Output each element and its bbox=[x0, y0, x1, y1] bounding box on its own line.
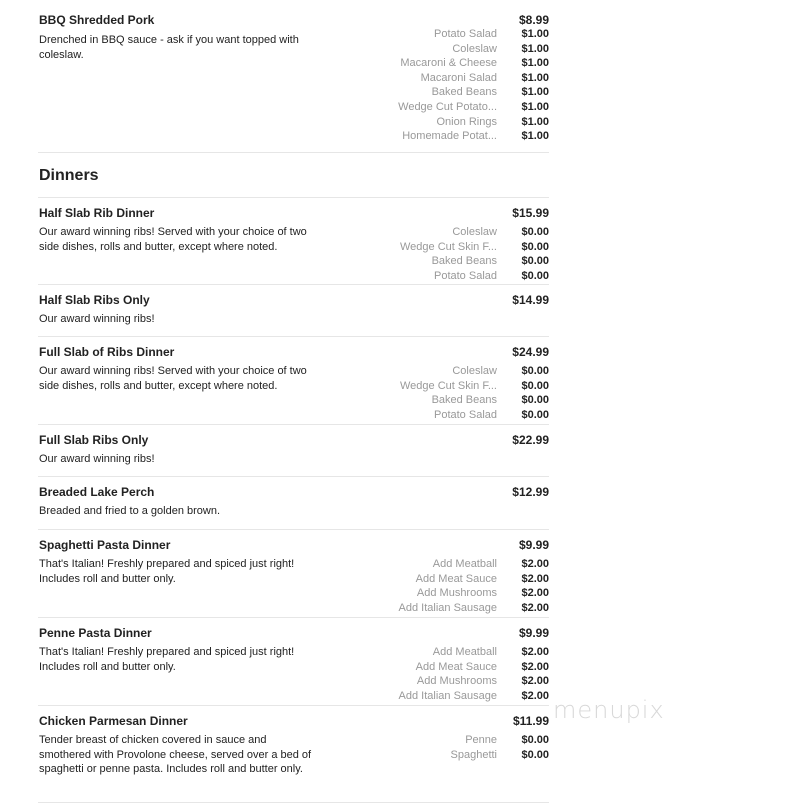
option-price: $0.00 bbox=[521, 394, 549, 407]
item-options bbox=[374, 645, 549, 703]
option-name: Coleslaw bbox=[452, 42, 497, 55]
option-name: Add Mushrooms bbox=[416, 587, 497, 600]
option-row bbox=[374, 601, 549, 616]
menu-item bbox=[38, 530, 549, 618]
option-row bbox=[374, 733, 549, 748]
item-price: $9.99 bbox=[518, 626, 549, 640]
menu-item bbox=[38, 285, 549, 337]
item-description: Drenched in BBQ sauce - ask if you want topped with coleslaw. bbox=[39, 34, 299, 61]
item-name: Penne Pasta Dinner bbox=[39, 626, 152, 640]
option-name: Add Mushrooms bbox=[416, 675, 497, 688]
option-price: $1.00 bbox=[521, 130, 549, 143]
option-row bbox=[374, 379, 549, 394]
item-options bbox=[374, 27, 549, 144]
option-row bbox=[374, 240, 549, 255]
item-description: Our award winning ribs! Served with your choice of two side dishes, rolls and butter, except where noted. bbox=[39, 226, 307, 253]
option-name: Macaroni Salad bbox=[420, 71, 497, 84]
menu-item bbox=[38, 477, 549, 530]
option-row bbox=[374, 557, 549, 572]
option-price: $0.00 bbox=[521, 748, 549, 761]
option-price: $1.00 bbox=[521, 100, 549, 113]
option-price: $1.00 bbox=[521, 115, 549, 128]
menu-item bbox=[38, 425, 549, 477]
option-row bbox=[374, 100, 549, 115]
item-price: $22.99 bbox=[512, 433, 549, 447]
menu-item bbox=[38, 706, 549, 803]
option-name: Coleslaw bbox=[452, 226, 497, 238]
option-name: Potato Salad bbox=[434, 28, 497, 40]
option-price: $0.00 bbox=[521, 408, 549, 421]
option-row bbox=[374, 42, 549, 57]
item-description: Our award winning ribs! bbox=[39, 453, 155, 465]
option-price: $0.00 bbox=[521, 226, 549, 238]
option-name: Wedge Cut Potato... bbox=[398, 100, 497, 113]
option-name: Homemade Potat... bbox=[402, 130, 497, 143]
item-description: Tender breast of chicken covered in sauce and smothered with Provolone cheese, served over a bed of spaghetti or penne pasta. Includes roll and butter only. bbox=[39, 734, 312, 776]
item-description: Breaded and fried to a golden brown. bbox=[39, 505, 221, 517]
item-price: $14.99 bbox=[512, 293, 549, 307]
menu-item bbox=[38, 198, 549, 285]
option-name: Add Meat Sauce bbox=[415, 572, 497, 585]
item-name: Chicken Parmesan Dinner bbox=[39, 714, 188, 728]
option-row bbox=[374, 56, 549, 71]
option-row bbox=[374, 269, 549, 284]
item-options bbox=[374, 225, 549, 283]
option-name: Penne bbox=[465, 734, 497, 746]
option-row bbox=[374, 254, 549, 269]
option-price: $1.00 bbox=[521, 57, 549, 70]
option-name: Wedge Cut Skin F... bbox=[399, 240, 497, 253]
option-price: $0.00 bbox=[521, 734, 549, 746]
option-price: $0.00 bbox=[521, 379, 549, 392]
option-price: $2.00 bbox=[521, 646, 549, 658]
item-name: Spaghetti Pasta Dinner bbox=[39, 538, 171, 552]
item-name: Half Slab Ribs Only bbox=[39, 293, 150, 307]
option-name: Potato Salad bbox=[434, 269, 497, 282]
menu-item bbox=[38, 337, 549, 425]
option-name: Add Meatball bbox=[432, 646, 497, 658]
option-name: Coleslaw bbox=[452, 365, 497, 377]
option-name: Macaroni & Cheese bbox=[400, 57, 497, 70]
item-price: $24.99 bbox=[512, 345, 549, 359]
option-row bbox=[374, 674, 549, 689]
option-name: Baked Beans bbox=[431, 86, 497, 99]
option-name: Wedge Cut Skin F... bbox=[399, 379, 497, 392]
item-name: Breaded Lake Perch bbox=[39, 485, 155, 499]
option-price: $0.00 bbox=[521, 269, 549, 282]
menu-item-bbq-shredded-pork bbox=[38, 0, 549, 153]
option-name: Onion Rings bbox=[436, 115, 497, 128]
option-price: $2.00 bbox=[521, 572, 549, 585]
option-name: Add Meat Sauce bbox=[415, 660, 497, 673]
option-row bbox=[374, 71, 549, 86]
item-price: $11.99 bbox=[512, 714, 549, 728]
watermark-logo: menupix bbox=[553, 696, 665, 724]
option-row bbox=[374, 225, 549, 240]
section-header-dinners bbox=[38, 167, 549, 198]
option-name: Add Italian Sausage bbox=[398, 601, 497, 614]
option-price: $2.00 bbox=[521, 675, 549, 688]
option-name: Add Meatball bbox=[432, 558, 497, 570]
option-price: $2.00 bbox=[521, 689, 549, 702]
option-row bbox=[374, 393, 549, 408]
option-row bbox=[374, 115, 549, 130]
item-name: Half Slab Rib Dinner bbox=[39, 206, 155, 220]
option-name: Baked Beans bbox=[431, 255, 497, 268]
section-title: Dinners bbox=[39, 167, 99, 184]
option-row bbox=[374, 748, 549, 763]
option-price: $2.00 bbox=[521, 587, 549, 600]
option-price: $0.00 bbox=[521, 240, 549, 253]
item-description: That's Italian! Freshly prepared and spiced just right! Includes roll and butter only. bbox=[39, 646, 295, 673]
item-options bbox=[374, 364, 549, 422]
menu-item bbox=[38, 618, 549, 706]
option-price: $2.00 bbox=[521, 601, 549, 614]
option-name: Potato Salad bbox=[434, 408, 497, 421]
option-price: $1.00 bbox=[521, 28, 549, 40]
item-price: $15.99 bbox=[512, 206, 549, 220]
option-price: $2.00 bbox=[521, 558, 549, 570]
option-name: Add Italian Sausage bbox=[398, 689, 497, 702]
option-name: Baked Beans bbox=[431, 394, 497, 407]
option-row bbox=[374, 645, 549, 660]
option-price: $1.00 bbox=[521, 71, 549, 84]
option-row bbox=[374, 586, 549, 601]
item-description: That's Italian! Freshly prepared and spiced just right! Includes roll and butter only. bbox=[39, 558, 295, 585]
option-row bbox=[374, 129, 549, 144]
option-row bbox=[374, 364, 549, 379]
item-description: Our award winning ribs! Served with your choice of two side dishes, rolls and butter, except where noted. bbox=[39, 365, 307, 392]
option-row bbox=[374, 85, 549, 100]
option-row bbox=[374, 689, 549, 704]
option-price: $1.00 bbox=[521, 42, 549, 55]
option-name: Spaghetti bbox=[450, 748, 497, 761]
item-price: $8.99 bbox=[518, 13, 549, 27]
menu-list bbox=[38, 0, 549, 803]
item-name: BBQ Shredded Pork bbox=[39, 13, 155, 27]
option-row bbox=[374, 408, 549, 423]
option-price: $1.00 bbox=[521, 86, 549, 99]
option-price: $0.00 bbox=[521, 365, 549, 377]
option-row bbox=[374, 660, 549, 675]
item-description: Our award winning ribs! bbox=[39, 313, 155, 325]
option-price: $2.00 bbox=[521, 660, 549, 673]
option-row bbox=[374, 572, 549, 587]
item-options bbox=[374, 557, 549, 615]
item-options bbox=[374, 733, 549, 762]
item-name: Full Slab of Ribs Dinner bbox=[39, 345, 175, 359]
option-row bbox=[374, 27, 549, 42]
option-price: $0.00 bbox=[521, 255, 549, 268]
item-price: $9.99 bbox=[518, 538, 549, 552]
item-price: $12.99 bbox=[512, 485, 549, 499]
item-name: Full Slab Ribs Only bbox=[39, 433, 149, 447]
